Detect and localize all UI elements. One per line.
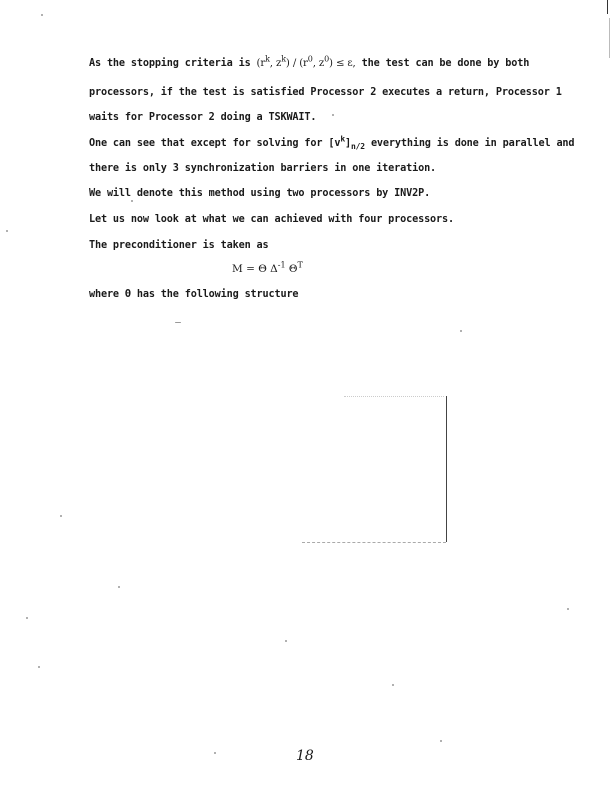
scan-speck xyxy=(38,666,40,668)
line-1-text-end: the test can be done by both xyxy=(355,58,530,69)
expr-sup: 0 xyxy=(324,54,330,64)
expr-part: , z xyxy=(312,58,325,69)
scan-speck xyxy=(440,740,442,742)
scan-speck xyxy=(392,684,394,686)
structure-box-bottom-edge xyxy=(302,542,446,543)
scan-speck xyxy=(214,752,216,754)
formula-sup-inverse: -1 xyxy=(277,260,286,270)
scan-edge-mark xyxy=(609,18,610,58)
scan-speck xyxy=(6,230,8,232)
line-4-bracket: ] xyxy=(344,138,351,149)
expr-sup: k xyxy=(281,54,286,64)
formula-lhs: M = Θ Δ xyxy=(232,263,278,275)
text-line-5: there is only 3 synchronization barriers in one iteration. xyxy=(89,163,437,174)
line-4-sup: k xyxy=(340,134,345,144)
formula-theta: Θ xyxy=(285,263,298,275)
text-line-6: We will denote this method using two processors by INV2P. xyxy=(89,188,431,199)
scan-speck xyxy=(332,114,334,116)
text-line-1 xyxy=(89,54,530,69)
scan-speck xyxy=(41,14,43,16)
line-1-text: As the stopping criteria is xyxy=(89,58,257,69)
structure-box-top-edge xyxy=(344,396,444,397)
line-4-text: One can see that except for solving for [v xyxy=(89,138,341,149)
scan-speck xyxy=(60,515,62,517)
page-number: 18 xyxy=(296,748,314,764)
scan-speck xyxy=(567,608,569,610)
text-line-8: The preconditioner is taken as xyxy=(89,240,269,251)
scan-speck xyxy=(118,586,120,588)
text-line-10: where Θ has the following structure xyxy=(89,289,299,300)
line-4-sub: n/2 xyxy=(350,142,365,152)
scan-edge-mark xyxy=(607,0,608,14)
scan-speck xyxy=(175,322,181,323)
expr-part: (r xyxy=(256,58,266,69)
scan-speck xyxy=(285,640,287,642)
text-line-7: Let us now look at what we can achieved with four processors. xyxy=(89,214,454,225)
expr-part: ) / (r xyxy=(285,58,308,69)
text-line-3: waits for Processor 2 doing a TSKWAIT. xyxy=(89,112,317,123)
scan-speck xyxy=(460,330,462,332)
expr-part: ) ≤ ε, xyxy=(329,58,356,69)
formula-sup-transpose: T xyxy=(297,260,303,270)
text-line-4 xyxy=(89,134,575,152)
scan-speck xyxy=(26,617,28,619)
expr-sup: 0 xyxy=(307,54,313,64)
preconditioner-formula xyxy=(232,260,303,275)
stopping-criteria-expression xyxy=(256,54,356,69)
expr-part: , z xyxy=(269,58,282,69)
scan-speck xyxy=(131,200,133,202)
expr-sup: k xyxy=(265,54,270,64)
structure-box-right-edge xyxy=(446,396,447,542)
line-4-text-end: everything is done in parallel and xyxy=(364,138,575,149)
text-line-2: processors, if the test is satisfied Processor 2 executes a return, Processor 1 xyxy=(89,87,562,98)
